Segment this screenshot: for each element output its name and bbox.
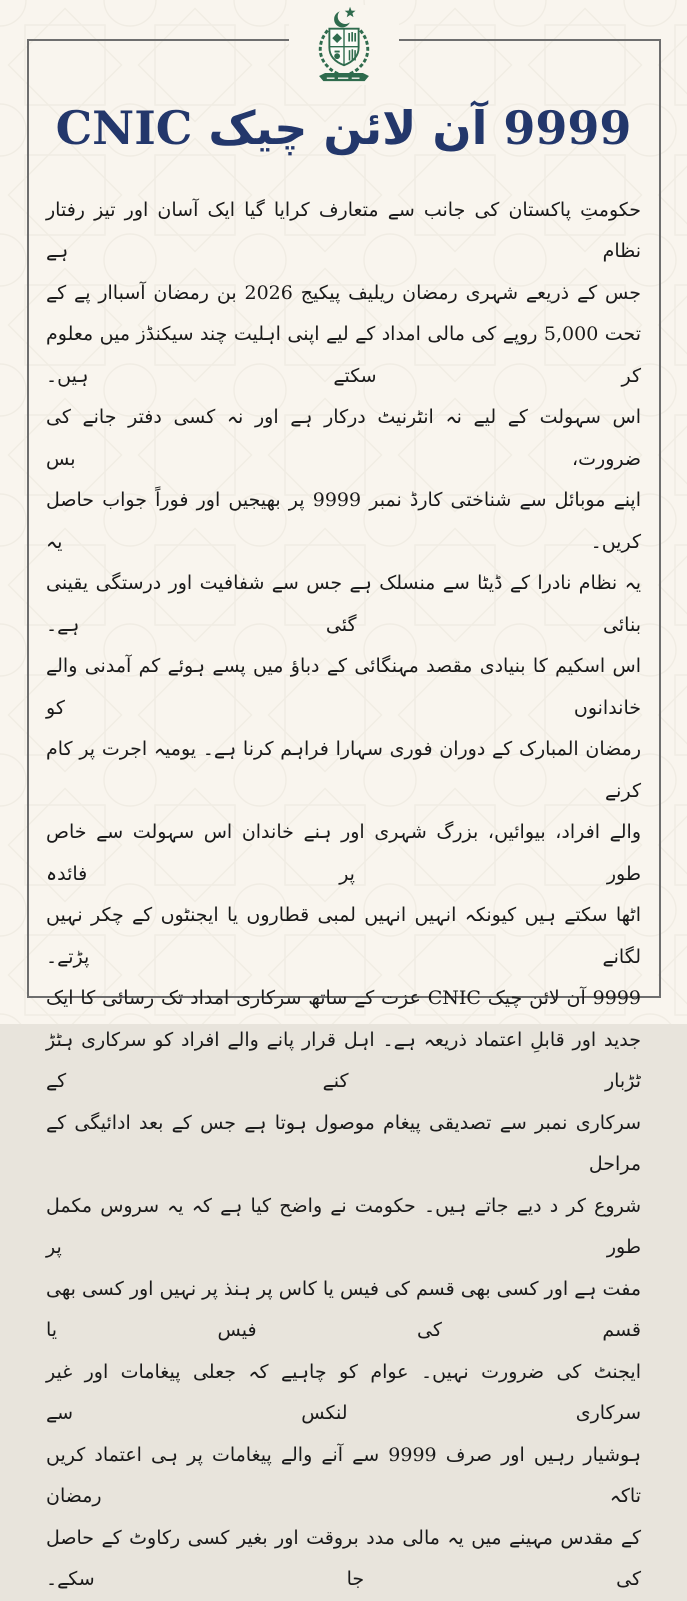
article-text	[46, 190, 641, 1601]
body-line: جدید اور قابلِ اعتماد ذریعہ ہے۔ اہل قرار پانے والے افراد کو سرکاری ہٹڑ ٹڑبار کنے کے	[46, 1028, 641, 1092]
body-line: حکومتِ پاکستان کی جانب سے متعارف کرایا گیا ایک آسان اور تیز رفتار نظام ہے	[46, 198, 641, 262]
body-line: یہ نظام نادرا کے ڈیٹا سے منسلک ہے جس سے شفافیت اور درستگی یقینی بنائی گئی ہے۔	[46, 572, 641, 636]
body-line: تحت 5,000 روپے کی مالی امداد کے لیے اپنی اہلیت چند سیکنڈز میں معلوم کر سکتے ہیں۔	[46, 323, 641, 387]
body-line: اپنے موبائل سے شناختی کارڈ نمبر 9999 پر بھیجیں اور فوراً جواب حاصل کریں۔ یہ	[46, 489, 641, 553]
body-line: والے افراد، بیوائیں، بزرگ شہری اور ہنے خاندان اس سہولت سے خاص طور پر فائدہ	[46, 821, 641, 885]
page-title: 9999 آن لائن چیک CNIC	[55, 101, 632, 155]
body-line: شروع کر د دیے جاتے ہیں۔ حکومت نے واضح کیا ہے کہ یہ سروس مکمل طور پر	[46, 1194, 641, 1258]
body-line: اس اسکیم کا بنیادی مقصد مہنگائی کے دباؤ میں پسے ہوئے کم آمدنی والے خاندانوں کو	[46, 655, 641, 719]
body-line: جس کے ذریعے شہری رمضان ریلیف پیکیج 2026 بن رمضان آسباار پے کے	[46, 281, 641, 304]
body-line: ایجنٹ کی ضرورت نہیں۔ عوام کو چاہیے کہ جعلی پیغامات اور غیر سرکاری لنکس سے	[46, 1360, 641, 1424]
body-line: رمضان المبارک کے دوران فوری سہارا فراہم کرنا ہے۔ یومیہ اجرت پر کام کرنے	[46, 738, 641, 802]
body-line: 9999 آن لائن چیک CNIC عزت کے ساتھ سرکاری امداد تک رسائی کا ایک	[46, 987, 642, 1009]
body-line: اس سہولت کے لیے نہ انٹرنیٹ درکار ہے اور نہ کسی دفتر جانے کی ضرورت، بس	[46, 406, 641, 470]
body-line: اٹھا سکتے ہیں کیونکہ انہیں انہیں لمبی قطاروں یا ایجنٹوں کے چکر نہیں لگانے پڑتے۔	[46, 904, 641, 968]
body-line: ہوشیار رہیں اور صرف 9999 سے آنے والے پیغامات پر ہی اعتماد کریں تاکہ رمضان	[46, 1443, 641, 1507]
body-line: مفت ہے اور کسی بھی قسم کی فیس یا کاس پر ہنذ پر نہیں اور کسی بھی قسم کی فیس یا	[46, 1277, 641, 1341]
body-line: سرکاری نمبر سے تصدیقی پیغام موصول ہوتا ہے جس کے بعد ادائیگی کے مراحل	[46, 1111, 641, 1175]
body-line: کے مقدس مہینے میں یہ مالی مدد بروقت اور بغیر کسی رکاوٹ کے حاصل کی جا سکے۔	[46, 1526, 641, 1590]
